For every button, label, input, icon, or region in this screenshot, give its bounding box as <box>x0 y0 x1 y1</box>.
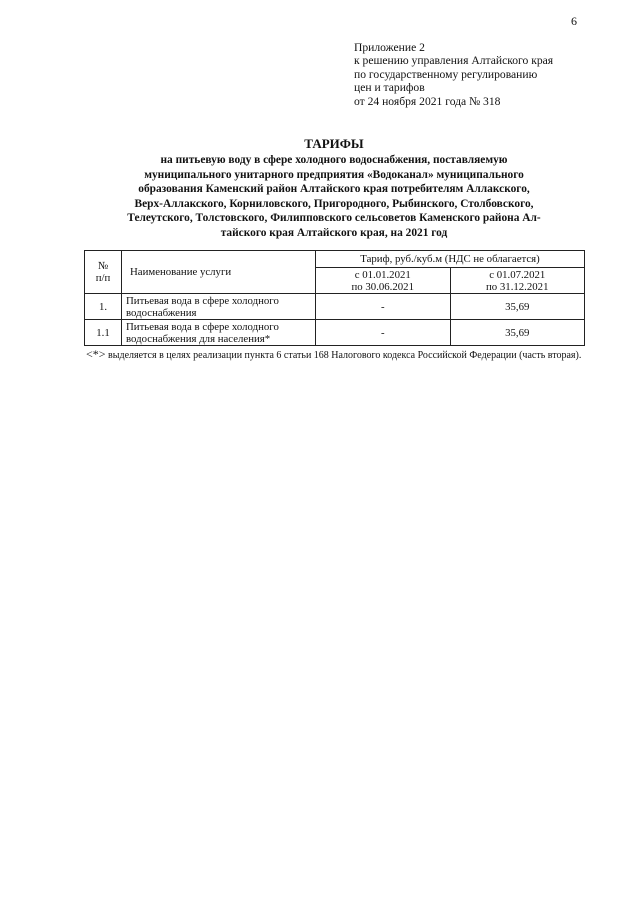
header-service: Наименование услуги <box>122 251 316 294</box>
row-num: 1.1 <box>85 320 122 346</box>
subtitle-line: на питьевую воду в сфере холодного водоснабжения, поставляемую <box>160 154 508 166</box>
page-number: 6 <box>571 14 577 28</box>
subtitle-line: тайского края Алтайского края, на 2021 год <box>220 226 448 239</box>
footnote-mark: <*> <box>86 347 106 361</box>
row-name: Питьевая вода в сфере холодного водоснабжения <box>122 294 316 320</box>
document-title: ТАРИФЫ <box>304 136 364 151</box>
footnote-text: выделяется в целях реализации пункта 6 статьи 168 Налогового кодекса Российской Федерации (часть вторая). <box>108 350 582 361</box>
table-row <box>85 294 585 320</box>
row-period-1-value: - <box>316 320 451 346</box>
tariff-table <box>84 250 585 346</box>
header-period-1: с 01.01.2021 по 30.06.2021 <box>316 268 451 294</box>
header-tariff: Тариф, руб./куб.м (НДС не облагается) <box>316 251 585 268</box>
header-num: № п/п <box>85 251 122 294</box>
row-period-2-value: 35,69 <box>450 320 585 346</box>
footnote <box>86 348 582 363</box>
appendix-line: к решению управления Алтайского края <box>354 54 554 68</box>
appendix-line: по государственному регулированию <box>354 67 538 81</box>
subtitle-line: Верх-Аллакского, Корниловского, Пригородного, Рыбинского, Столбовского, <box>134 197 534 210</box>
appendix-line: Приложение 2 <box>354 41 425 54</box>
row-name: Питьевая вода в сфере холодного водоснабжения для населения* <box>122 320 316 346</box>
row-period-2-value: 35,69 <box>450 294 585 320</box>
header-period-2: с 01.07.2021 по 31.12.2021 <box>450 268 585 294</box>
row-num: 1. <box>85 294 122 320</box>
subtitle-line: муниципального унитарного предприятия «Водоканал» муниципального <box>144 168 524 181</box>
document-subtitle <box>84 153 584 241</box>
subtitle-line: образования Каменский район Алтайского края потребителям Аллакского, <box>138 183 530 196</box>
row-period-1-value: - <box>316 294 451 320</box>
appendix-line: цен и тарифов <box>354 81 425 95</box>
table-row <box>85 320 585 346</box>
appendix-header <box>354 41 553 108</box>
subtitle-line: Телеутского, Толстовского, Филипповского сельсоветов Каменского района Ал- <box>127 212 541 225</box>
title-block <box>84 136 584 241</box>
appendix-line: от 24 ноября 2021 года № 318 <box>354 94 501 108</box>
